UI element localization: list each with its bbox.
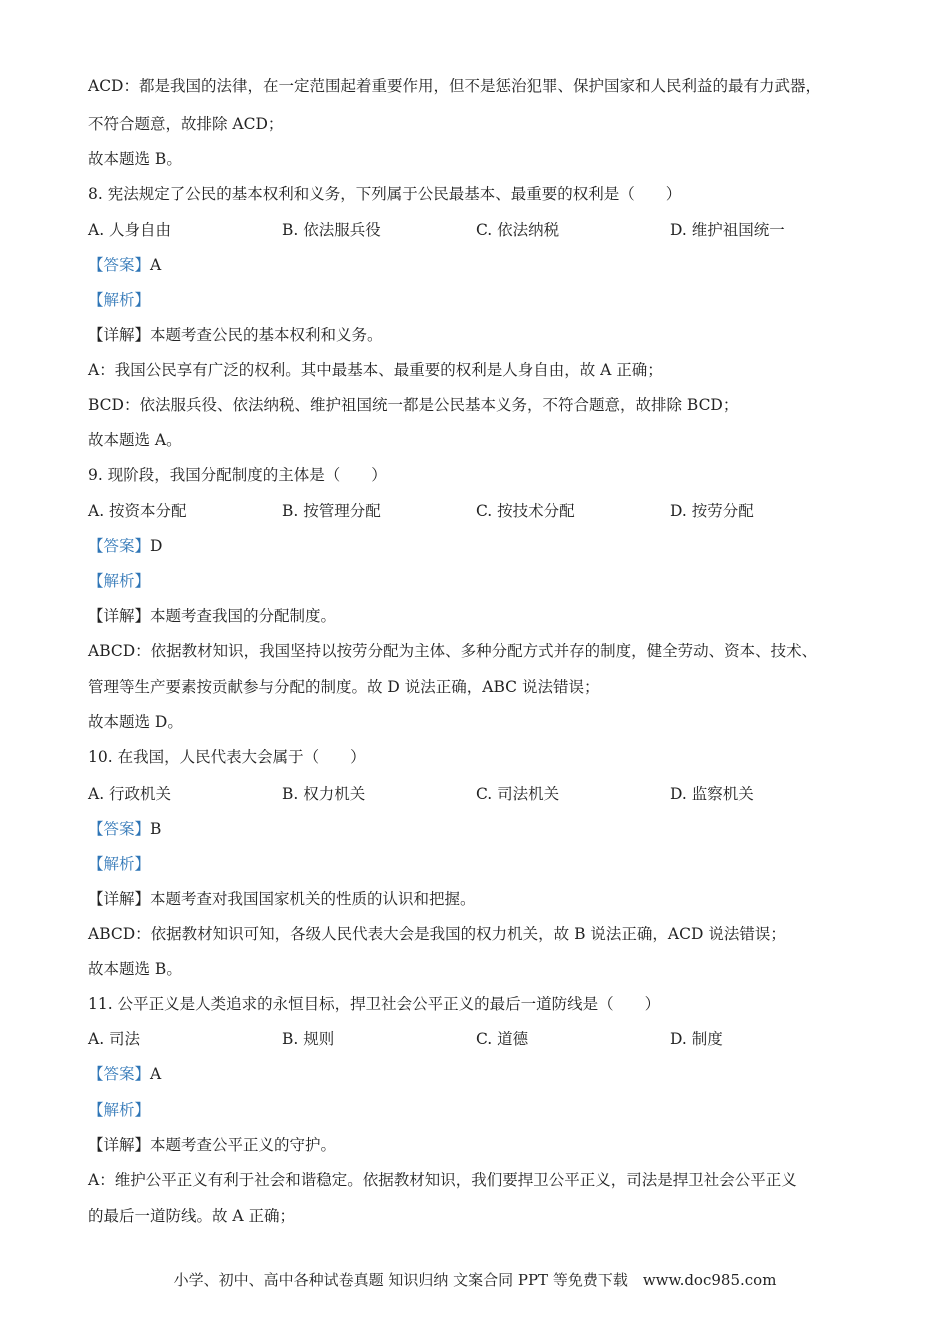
intro-conclusion: 故本题选 B。 (88, 150, 182, 168)
q9-option-d: D. 按劳分配 (670, 502, 754, 520)
q10-option-b: B. 权力机关 (282, 785, 366, 803)
detail-text: 本题考查对我国国家机关的性质的认识和把握。 (150, 890, 476, 908)
q11-line-2: 的最后一道防线。故 A 正确； (88, 1207, 296, 1225)
q8-question: 8. 宪法规定了公民的基本权利和义务，下列属于公民最基本、最重要的权利是（ ） (88, 185, 682, 203)
q9-line-1: ABCD：依据教材知识，我国坚持以按劳分配为主体、多种分配方式并存的制度，健全劳动、资本、技术、 (88, 642, 818, 660)
q8-option-d: D. 维护祖国统一 (670, 221, 785, 239)
intro-line-2: 不符合题意，故排除 ACD； (88, 115, 284, 133)
answer-value: B (150, 820, 162, 838)
q11-option-d: D. 制度 (670, 1030, 723, 1048)
q9-line-2: 管理等生产要素按贡献参与分配的制度。故 D 说法正确，ABC 说法错误； (88, 678, 600, 696)
answer-value: A (150, 256, 162, 274)
q9-analysis-tag: 【解析】 (88, 572, 151, 590)
q8-line-2: BCD：依法服兵役、依法纳税、维护祖国统一都是公民基本义务，不符合题意，故排除 BCD； (88, 396, 739, 414)
answer-tag: 【答案】 (88, 256, 151, 274)
q11-option-c: C. 道德 (476, 1030, 529, 1048)
detail-tag: 【详解】 (88, 326, 151, 344)
q9-question: 9. 现阶段，我国分配制度的主体是（ ） (88, 466, 387, 484)
detail-tag: 【详解】 (88, 1136, 151, 1154)
answer-tag: 【答案】 (88, 820, 151, 838)
q8-option-c: C. 依法纳税 (476, 221, 560, 239)
answer-tag: 【答案】 (88, 537, 151, 555)
q10-line-2: 故本题选 B。 (88, 960, 182, 978)
q9-line-3: 故本题选 D。 (88, 713, 183, 731)
q10-analysis-tag: 【解析】 (88, 855, 151, 873)
q10-option-c: C. 司法机关 (476, 785, 560, 803)
detail-tag: 【详解】 (88, 890, 151, 908)
answer-value: D (150, 537, 163, 555)
q11-question: 11. 公平正义是人类追求的永恒目标，捍卫社会公平正义的最后一道防线是（ ） (88, 995, 661, 1013)
q11-detail (88, 1135, 336, 1155)
q11-line-1: A：维护公平正义有利于社会和谐稳定。依据教材知识，我们要捍卫公平正义，司法是捍卫社会公平正义 (88, 1171, 797, 1189)
q8-option-b: B. 依法服兵役 (282, 221, 381, 239)
q11-analysis-tag: 【解析】 (88, 1101, 151, 1119)
q9-option-c: C. 按技术分配 (476, 502, 575, 520)
q8-detail (88, 325, 383, 345)
detail-text: 本题考查我国的分配制度。 (150, 607, 337, 625)
q10-question: 10. 在我国，人民代表大会属于（ ） (88, 748, 366, 766)
q11-option-b: B. 规则 (282, 1030, 335, 1048)
detail-text: 本题考查公平正义的守护。 (150, 1136, 337, 1154)
q8-analysis-tag: 【解析】 (88, 291, 151, 309)
detail-text: 本题考查公民的基本权利和义务。 (150, 326, 383, 344)
q11-option-a: A. 司法 (88, 1030, 141, 1048)
q8-option-a: A. 人身自由 (88, 221, 172, 239)
q10-line-1: ABCD：依据教材知识可知，各级人民代表大会是我国的权力机关，故 B 说法正确，ACD 说法错误； (88, 925, 786, 943)
q8-answer (88, 255, 161, 275)
q9-option-b: B. 按管理分配 (282, 502, 381, 520)
q9-answer (88, 536, 162, 556)
q8-line-1: A：我国公民享有广泛的权利。其中最基本、最重要的权利是人身自由，故 A 正确； (88, 361, 663, 379)
q10-detail (88, 889, 476, 909)
q8-line-3: 故本题选 A。 (88, 431, 182, 449)
q10-option-a: A. 行政机关 (88, 785, 172, 803)
q9-option-a: A. 按资本分配 (88, 502, 187, 520)
answer-tag: 【答案】 (88, 1065, 151, 1083)
q10-option-d: D. 监察机关 (670, 785, 754, 803)
q11-answer (88, 1064, 161, 1084)
intro-line-1: ACD：都是我国的法律，在一定范围起着重要作用，但不是惩治犯罪、保护国家和人民利益的最有力武器， (88, 77, 821, 95)
answer-value: A (150, 1065, 162, 1083)
detail-tag: 【详解】 (88, 607, 151, 625)
page-footer: 小学、初中、高中各种试卷真题 知识归纳 文案合同 PPT 等免费下载 www.doc985.com (173, 1271, 777, 1289)
q9-detail (88, 606, 336, 626)
q10-answer (88, 819, 161, 839)
